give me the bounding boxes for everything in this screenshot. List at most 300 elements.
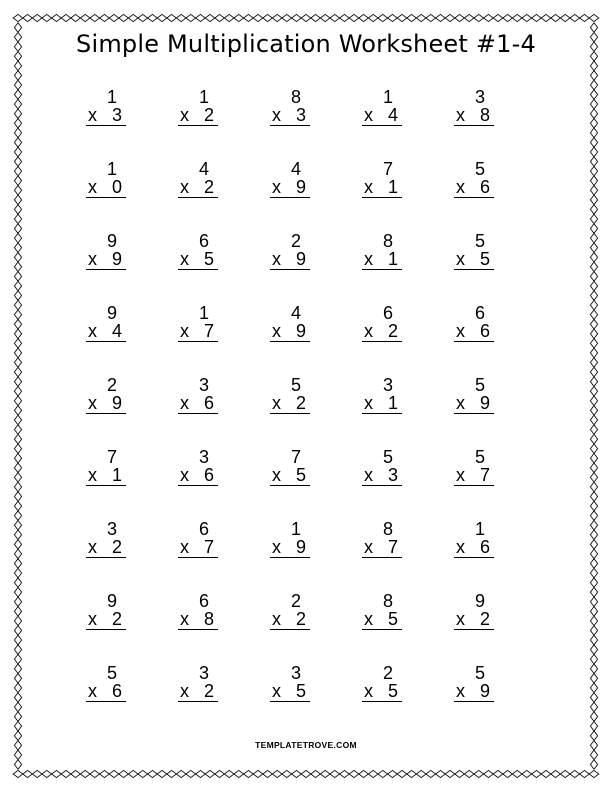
multiplicand: 5 bbox=[474, 375, 485, 395]
multiplier: 6 bbox=[111, 681, 122, 701]
border-diamond bbox=[407, 14, 417, 21]
multiply-sign: x bbox=[364, 609, 373, 629]
answer-line bbox=[178, 681, 218, 702]
multiplicand: 5 bbox=[474, 231, 485, 251]
border-diamond bbox=[157, 14, 167, 21]
multiply-sign: x bbox=[180, 537, 189, 557]
multiplicand: 9 bbox=[106, 231, 117, 251]
border-diamond bbox=[23, 14, 33, 21]
border-diamond bbox=[186, 14, 196, 21]
multiplicand: 1 bbox=[382, 87, 393, 107]
border-diamond bbox=[590, 348, 597, 358]
multiplication-problem bbox=[448, 87, 540, 159]
problem-row bbox=[80, 375, 540, 447]
border-diamond bbox=[90, 14, 100, 21]
multiplier: 5 bbox=[479, 249, 490, 269]
border-diamond bbox=[445, 14, 455, 21]
multiply-sign: x bbox=[180, 321, 189, 341]
border-diamond bbox=[349, 770, 359, 777]
multiplicand: 5 bbox=[290, 375, 301, 395]
answer-line bbox=[86, 681, 126, 702]
multiplication-problem bbox=[356, 231, 448, 303]
multiply-sign: x bbox=[180, 465, 189, 485]
multiplier: 2 bbox=[387, 321, 398, 341]
border-diamond bbox=[340, 770, 350, 777]
border-diamond bbox=[484, 770, 494, 777]
multiplicand: 6 bbox=[198, 591, 209, 611]
multiplicand: 5 bbox=[474, 159, 485, 179]
multiplier: 5 bbox=[203, 249, 214, 269]
border-diamond bbox=[590, 453, 597, 463]
answer-line bbox=[270, 177, 310, 198]
answer-line bbox=[178, 465, 218, 486]
border-diamond bbox=[14, 214, 21, 224]
border-diamond bbox=[368, 770, 378, 777]
border-diamond bbox=[445, 770, 455, 777]
border-diamond bbox=[14, 377, 21, 387]
multiply-sign: x bbox=[272, 249, 281, 269]
border-diamond bbox=[32, 14, 42, 21]
answer-line bbox=[86, 321, 126, 342]
multiplicand: 5 bbox=[474, 663, 485, 683]
border-diamond bbox=[14, 185, 21, 195]
border-diamond bbox=[590, 61, 597, 71]
border-diamond bbox=[590, 243, 597, 253]
multiply-sign: x bbox=[456, 681, 465, 701]
border-diamond bbox=[167, 770, 177, 777]
border-diamond bbox=[167, 14, 177, 21]
multiplication-problem bbox=[264, 447, 356, 519]
border-diamond bbox=[311, 770, 321, 777]
border-diamond bbox=[590, 205, 597, 215]
multiplier: 6 bbox=[479, 321, 490, 341]
border-diamond bbox=[493, 770, 503, 777]
multiplicand: 9 bbox=[106, 303, 117, 323]
answer-line bbox=[454, 681, 494, 702]
border-diamond bbox=[14, 252, 21, 262]
multiplier: 9 bbox=[111, 249, 122, 269]
border-diamond bbox=[590, 310, 597, 320]
border-diamond bbox=[13, 770, 23, 777]
border-diamond bbox=[14, 750, 21, 760]
multiplier: 8 bbox=[479, 105, 490, 125]
border-diamond bbox=[590, 635, 597, 645]
multiply-sign: x bbox=[456, 393, 465, 413]
border-diamond bbox=[590, 501, 597, 511]
problem-row bbox=[80, 303, 540, 375]
border-diamond bbox=[14, 396, 21, 406]
border-diamond bbox=[14, 530, 21, 540]
multiply-sign: x bbox=[456, 105, 465, 125]
border-diamond bbox=[128, 770, 138, 777]
border-diamond bbox=[14, 367, 21, 377]
border-diamond bbox=[560, 14, 570, 21]
border-diamond bbox=[464, 770, 474, 777]
border-diamond bbox=[503, 770, 513, 777]
multiplication-problem bbox=[264, 519, 356, 591]
border-diamond bbox=[330, 14, 340, 21]
multiplicand: 2 bbox=[106, 375, 117, 395]
border-diamond bbox=[590, 358, 597, 368]
border-diamond bbox=[590, 702, 597, 712]
border-diamond bbox=[590, 693, 597, 703]
border-diamond bbox=[320, 14, 330, 21]
multiplier: 8 bbox=[203, 609, 214, 629]
multiplier: 1 bbox=[387, 393, 398, 413]
answer-line bbox=[86, 609, 126, 630]
border-diamond bbox=[71, 770, 81, 777]
answer-line bbox=[362, 321, 402, 342]
multiply-sign: x bbox=[456, 321, 465, 341]
border-diamond bbox=[14, 559, 21, 569]
border-diamond bbox=[157, 770, 167, 777]
multiply-sign: x bbox=[272, 393, 281, 413]
border-diamond bbox=[590, 272, 597, 282]
multiply-sign: x bbox=[88, 177, 97, 197]
multiplier: 4 bbox=[111, 321, 122, 341]
answer-line bbox=[270, 249, 310, 270]
border-diamond bbox=[14, 176, 21, 186]
footer-brand: TEMPLATETROVE.COM bbox=[255, 740, 357, 750]
border-diamond bbox=[100, 14, 110, 21]
multiplicand: 1 bbox=[198, 303, 209, 323]
border-diamond bbox=[282, 770, 292, 777]
multiplicand: 6 bbox=[198, 231, 209, 251]
multiplier: 5 bbox=[387, 609, 398, 629]
multiplicand: 4 bbox=[290, 159, 301, 179]
multiplier: 5 bbox=[387, 681, 398, 701]
border-diamond bbox=[14, 109, 21, 119]
border-diamond bbox=[590, 712, 597, 722]
border-diamond bbox=[359, 770, 369, 777]
multiplicand: 8 bbox=[382, 519, 393, 539]
multiplicand: 4 bbox=[198, 159, 209, 179]
border-diamond bbox=[590, 511, 597, 521]
border-diamond bbox=[590, 300, 597, 310]
answer-line bbox=[362, 465, 402, 486]
answer-line bbox=[270, 465, 310, 486]
border-diamond bbox=[590, 607, 597, 617]
multiplier: 2 bbox=[203, 177, 214, 197]
answer-line bbox=[362, 681, 402, 702]
multiplication-problem bbox=[356, 87, 448, 159]
multiplicand: 1 bbox=[106, 159, 117, 179]
border-diamond bbox=[14, 664, 21, 674]
multiplier: 9 bbox=[479, 393, 490, 413]
border-diamond bbox=[368, 14, 378, 21]
border-diamond bbox=[119, 770, 129, 777]
border-diamond bbox=[590, 339, 597, 349]
multiply-sign: x bbox=[180, 105, 189, 125]
border-diamond bbox=[590, 425, 597, 435]
answer-line bbox=[362, 105, 402, 126]
border-diamond bbox=[301, 14, 311, 21]
multiplication-problem bbox=[264, 87, 356, 159]
border-diamond bbox=[14, 195, 21, 205]
border-diamond bbox=[590, 99, 597, 109]
answer-line bbox=[270, 321, 310, 342]
multiplication-problem bbox=[172, 447, 264, 519]
multiply-sign: x bbox=[364, 321, 373, 341]
border-diamond bbox=[109, 770, 119, 777]
multiplier: 9 bbox=[479, 681, 490, 701]
border-diamond bbox=[407, 770, 417, 777]
multiply-sign: x bbox=[364, 177, 373, 197]
multiplicand: 3 bbox=[382, 375, 393, 395]
border-diamond bbox=[589, 770, 599, 777]
border-diamond bbox=[215, 14, 225, 21]
answer-line bbox=[178, 177, 218, 198]
multiplication-problem bbox=[80, 159, 172, 231]
multiplicand: 2 bbox=[290, 231, 301, 251]
border-diamond bbox=[14, 339, 21, 349]
border-diamond bbox=[14, 224, 21, 234]
multiplication-problem bbox=[80, 87, 172, 159]
border-diamond bbox=[426, 14, 436, 21]
multiplication-problem bbox=[356, 519, 448, 591]
border-diamond bbox=[234, 770, 244, 777]
answer-line bbox=[362, 249, 402, 270]
multiplicand: 3 bbox=[474, 87, 485, 107]
border-diamond bbox=[234, 14, 244, 21]
problem-row bbox=[80, 519, 540, 591]
border-diamond bbox=[14, 147, 21, 157]
border-diamond bbox=[14, 138, 21, 148]
border-diamond bbox=[590, 549, 597, 559]
multiply-sign: x bbox=[88, 321, 97, 341]
answer-line bbox=[86, 177, 126, 198]
border-diamond bbox=[590, 291, 597, 301]
border-diamond bbox=[14, 654, 21, 664]
answer-line bbox=[454, 177, 494, 198]
border-diamond bbox=[14, 434, 21, 444]
border-diamond bbox=[397, 770, 407, 777]
multiplier: 0 bbox=[111, 177, 122, 197]
border-diamond bbox=[14, 71, 21, 81]
multiplication-problem bbox=[356, 375, 448, 447]
border-diamond bbox=[590, 721, 597, 731]
border-diamond bbox=[14, 578, 21, 588]
border-diamond bbox=[388, 14, 398, 21]
border-diamond bbox=[14, 444, 21, 454]
multiplication-problem bbox=[448, 159, 540, 231]
border-diamond bbox=[590, 176, 597, 186]
multiplier: 9 bbox=[295, 321, 306, 341]
multiplication-problem bbox=[356, 303, 448, 375]
multiply-sign: x bbox=[272, 105, 281, 125]
border-diamond bbox=[52, 14, 62, 21]
border-diamond bbox=[14, 693, 21, 703]
border-diamond bbox=[253, 770, 263, 777]
multiplication-problem bbox=[356, 591, 448, 663]
answer-line bbox=[270, 105, 310, 126]
border-diamond bbox=[14, 166, 21, 176]
border-diamond bbox=[590, 434, 597, 444]
border-diamond bbox=[590, 281, 597, 291]
multiplication-problem bbox=[448, 375, 540, 447]
border-diamond bbox=[100, 770, 110, 777]
border-diamond bbox=[590, 463, 597, 473]
multiplicand: 8 bbox=[290, 87, 301, 107]
multiplication-problem bbox=[80, 303, 172, 375]
border-diamond bbox=[14, 128, 21, 138]
border-diamond bbox=[14, 453, 21, 463]
multiplier: 6 bbox=[479, 537, 490, 557]
border-diamond bbox=[512, 14, 522, 21]
answer-line bbox=[362, 537, 402, 558]
multiplier: 2 bbox=[203, 681, 214, 701]
multiplication-problem bbox=[172, 159, 264, 231]
border-diamond bbox=[590, 674, 597, 684]
border-diamond bbox=[522, 770, 532, 777]
multiplier: 3 bbox=[111, 105, 122, 125]
border-diamond bbox=[14, 406, 21, 416]
border-diamond bbox=[14, 80, 21, 90]
multiplier: 1 bbox=[111, 465, 122, 485]
multiply-sign: x bbox=[364, 249, 373, 269]
border-diamond bbox=[224, 770, 234, 777]
border-diamond bbox=[14, 473, 21, 483]
multiply-sign: x bbox=[180, 681, 189, 701]
multiplication-problem bbox=[80, 231, 172, 303]
multiplication-problem bbox=[80, 447, 172, 519]
multiplier: 9 bbox=[295, 537, 306, 557]
multiplier: 7 bbox=[387, 537, 398, 557]
problem-grid bbox=[80, 87, 540, 735]
border-diamond bbox=[590, 559, 597, 569]
multiplication-problem bbox=[172, 87, 264, 159]
multiplicand: 3 bbox=[198, 663, 209, 683]
border-diamond bbox=[349, 14, 359, 21]
answer-line bbox=[454, 393, 494, 414]
border-diamond bbox=[42, 14, 52, 21]
border-diamond bbox=[32, 770, 42, 777]
answer-line bbox=[454, 321, 494, 342]
border-diamond bbox=[61, 14, 71, 21]
border-diamond bbox=[14, 597, 21, 607]
multiplicand: 7 bbox=[290, 447, 301, 467]
border-diamond bbox=[148, 770, 158, 777]
multiplication-problem bbox=[172, 375, 264, 447]
multiply-sign: x bbox=[272, 321, 281, 341]
border-diamond bbox=[590, 587, 597, 597]
multiplication-problem bbox=[448, 663, 540, 735]
border-diamond bbox=[14, 616, 21, 626]
border-diamond bbox=[590, 444, 597, 454]
multiply-sign: x bbox=[180, 249, 189, 269]
border-diamond bbox=[590, 406, 597, 416]
border-diamond bbox=[464, 14, 474, 21]
border-diamond bbox=[138, 770, 148, 777]
border-diamond bbox=[14, 501, 21, 511]
border-diamond bbox=[14, 358, 21, 368]
border-diamond bbox=[90, 770, 100, 777]
multiply-sign: x bbox=[272, 681, 281, 701]
border-diamond bbox=[590, 71, 597, 81]
border-diamond bbox=[263, 14, 273, 21]
border-diamond bbox=[590, 109, 597, 119]
border-diamond bbox=[14, 540, 21, 550]
border-diamond bbox=[590, 386, 597, 396]
border-diamond bbox=[551, 14, 561, 21]
border-diamond bbox=[590, 664, 597, 674]
multiplicand: 4 bbox=[290, 303, 301, 323]
multiplication-problem bbox=[356, 159, 448, 231]
border-diamond bbox=[580, 770, 590, 777]
answer-line bbox=[178, 393, 218, 414]
multiplication-problem bbox=[264, 375, 356, 447]
border-diamond bbox=[416, 770, 426, 777]
multiply-sign: x bbox=[88, 609, 97, 629]
border-diamond bbox=[590, 750, 597, 760]
answer-line bbox=[178, 105, 218, 126]
multiplicand: 3 bbox=[198, 375, 209, 395]
border-diamond bbox=[590, 80, 597, 90]
border-diamond bbox=[590, 482, 597, 492]
answer-line bbox=[178, 609, 218, 630]
border-diamond bbox=[14, 272, 21, 282]
border-diamond bbox=[80, 14, 90, 21]
border-diamond bbox=[590, 377, 597, 387]
multiply-sign: x bbox=[272, 177, 281, 197]
border-diamond bbox=[397, 14, 407, 21]
border-diamond bbox=[14, 482, 21, 492]
border-diamond bbox=[416, 14, 426, 21]
multiply-sign: x bbox=[364, 105, 373, 125]
multiplier: 9 bbox=[111, 393, 122, 413]
multiplier: 3 bbox=[295, 105, 306, 125]
multiplicand: 8 bbox=[382, 591, 393, 611]
answer-line bbox=[270, 393, 310, 414]
multiplication-problem bbox=[172, 663, 264, 735]
border-diamond bbox=[551, 770, 561, 777]
multiplier: 1 bbox=[387, 177, 398, 197]
border-diamond bbox=[532, 14, 542, 21]
answer-line bbox=[454, 609, 494, 630]
border-diamond bbox=[359, 14, 369, 21]
border-diamond bbox=[590, 568, 597, 578]
border-diamond bbox=[272, 14, 282, 21]
border-diamond bbox=[330, 770, 340, 777]
border-diamond bbox=[186, 770, 196, 777]
border-diamond bbox=[590, 540, 597, 550]
answer-line bbox=[454, 105, 494, 126]
border-diamond bbox=[590, 578, 597, 588]
border-diamond bbox=[14, 90, 21, 100]
border-diamond bbox=[224, 14, 234, 21]
border-diamond bbox=[590, 520, 597, 530]
border-diamond bbox=[61, 770, 71, 777]
multiply-sign: x bbox=[364, 537, 373, 557]
border-diamond bbox=[13, 14, 23, 21]
multiply-sign: x bbox=[180, 177, 189, 197]
border-diamond bbox=[590, 319, 597, 329]
border-diamond bbox=[253, 14, 263, 21]
multiplicand: 9 bbox=[106, 591, 117, 611]
border-diamond bbox=[474, 770, 484, 777]
border-diamond bbox=[138, 14, 148, 21]
border-diamond bbox=[590, 530, 597, 540]
border-diamond bbox=[541, 770, 551, 777]
multiplication-problem bbox=[80, 663, 172, 735]
border-diamond bbox=[532, 770, 542, 777]
multiplicand: 3 bbox=[198, 447, 209, 467]
border-diamond bbox=[474, 14, 484, 21]
multiplication-problem bbox=[264, 159, 356, 231]
border-diamond bbox=[14, 319, 21, 329]
border-diamond bbox=[378, 770, 388, 777]
multiplier: 7 bbox=[479, 465, 490, 485]
